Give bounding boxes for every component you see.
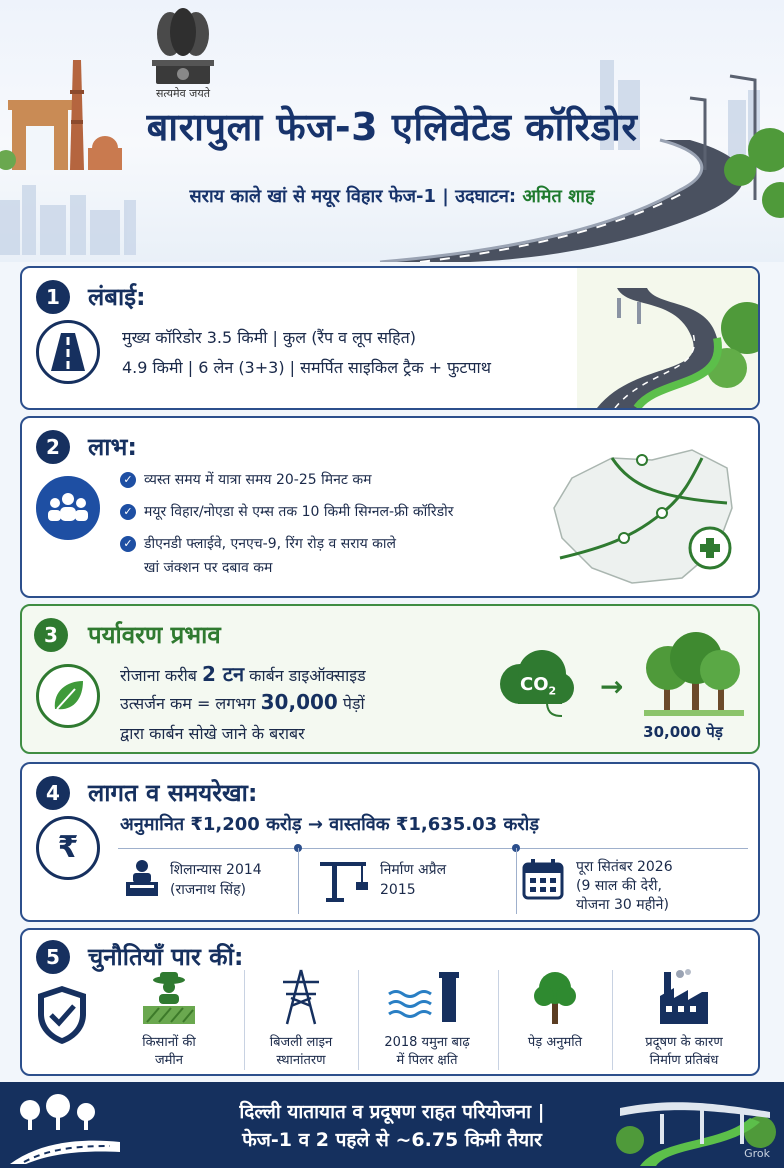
section-length — [20, 266, 760, 410]
leaf-icon — [36, 664, 100, 728]
road-icon — [36, 320, 100, 384]
factory-icon — [656, 968, 712, 1026]
section-title: चुनौतियाँ पार कीं: — [88, 943, 244, 971]
header-banner — [0, 0, 784, 262]
timeline-line — [118, 848, 748, 849]
shield-check-icon — [34, 982, 90, 1048]
section-benefits — [20, 416, 760, 598]
tree-icon — [530, 968, 580, 1026]
timeline-divider — [516, 848, 517, 914]
environment-line-3: द्वारा कार्बन सोखे जाने के बराबर — [120, 724, 305, 743]
timeline-construction: निर्माण अप्रैल 2015 — [380, 862, 447, 898]
page-title: बारापुला फेज-3 एलिवेटेड कॉरिडोर — [146, 105, 638, 149]
footer-banner — [0, 1082, 784, 1168]
subtitle-main: सराय काले खां से मयूर विहार फेज-1 | उदघाटन: — [189, 186, 523, 207]
timeline-completion: पूरा सितंबर 2026 (9 साल की देरी, योजना 30 महीने) — [576, 859, 673, 913]
calendar-icon — [520, 856, 566, 902]
farmer-icon — [141, 968, 197, 1026]
challenge-divider — [498, 970, 499, 1070]
trees-label: 30,000 पेड़ — [643, 723, 723, 741]
arrow-right-icon: → — [600, 670, 624, 703]
section-title: लंबाई: — [88, 283, 146, 311]
section-number: 2 — [36, 430, 70, 464]
section-environment — [20, 604, 760, 754]
environment-line-1: रोजाना करीब 2 टन कार्बन डाइऑक्साइड — [120, 662, 366, 686]
co2-label: $CO_2$ — [520, 674, 557, 698]
challenge-label: पेड़ अनुमति — [527, 1035, 583, 1050]
section-cost-timeline — [20, 762, 760, 922]
delhi-map-icon — [542, 438, 752, 588]
benefit-item — [120, 534, 396, 553]
benefit-text: व्यस्त समय में यात्रा समय 20-25 मिनट कम — [144, 472, 372, 488]
page-subtitle — [0, 184, 784, 208]
people-icon — [36, 476, 100, 540]
section-title: लागत व समयरेखा: — [88, 779, 258, 807]
section-title: लाभ: — [88, 433, 137, 461]
benefit-item — [120, 470, 372, 489]
section-number: 5 — [36, 940, 70, 974]
subtitle-inaugurator: अमित शाह — [522, 186, 595, 207]
challenge-label: 2018 यमुना बाढ़ में पिलर क्षति — [384, 1035, 470, 1068]
trees-icon — [634, 624, 744, 720]
timeline-divider — [298, 848, 299, 914]
power-tower-icon — [277, 968, 325, 1026]
flyover-road-illustration — [577, 268, 760, 408]
check-icon: ✓ — [120, 504, 136, 520]
length-line-2: 4.9 किमी | 6 लेन (3+3) | समर्पित साइकिल ट्रैक + फुटपाथ — [122, 358, 491, 377]
footer-line-2: फेज-1 व 2 पहले से ~6.75 किमी तैयार — [242, 1129, 542, 1151]
ashoka-emblem-icon — [148, 4, 218, 88]
footer-line-1: दिल्ली यातायात व प्रदूषण राहत परियोजना | — [239, 1101, 545, 1123]
timeline-foundation: शिलान्यास 2014 (राजनाथ सिंह) — [170, 862, 262, 898]
rupee-icon: ₹ — [36, 816, 100, 880]
check-icon: ✓ — [120, 536, 136, 552]
speaker-podium-icon — [120, 856, 164, 900]
challenge-item — [362, 968, 492, 1076]
challenge-item — [614, 968, 754, 1076]
benefit-text: डीएनडी फ्लाईवे, एनएच-9, रिंग रोड़ व सराय काले — [144, 536, 397, 552]
section-title: पर्यावरण प्रभाव — [88, 621, 221, 649]
challenge-item — [500, 968, 610, 1076]
section-challenges — [20, 928, 760, 1076]
motto-text: सत्यमेव जयते — [155, 87, 210, 100]
challenge-label: प्रदूषण के कारण निर्माण प्रतिबंध — [645, 1035, 723, 1068]
benefit-text: मयूर विहार/नोएडा से एम्स तक 10 किमी सिग्नल-फ्री कॉरिडोर — [144, 504, 454, 520]
challenge-item — [104, 968, 234, 1076]
cost-line: अनुमानित ₹1,200 करोड़ → वास्तविक ₹1,635.03 करोड़ — [120, 814, 539, 835]
check-icon: ✓ — [120, 472, 136, 488]
challenge-label: बिजली लाइन स्थानांतरण — [269, 1035, 333, 1068]
benefit-item — [120, 502, 453, 521]
section-number: 1 — [36, 280, 70, 314]
challenge-item — [246, 968, 356, 1076]
challenge-label: किसानों की जमीन — [142, 1035, 196, 1068]
challenge-divider — [244, 970, 245, 1070]
challenge-divider — [612, 970, 613, 1070]
section-number: 3 — [34, 618, 68, 652]
section-number: 4 — [36, 776, 70, 810]
flood-pillar-icon — [387, 968, 467, 1026]
length-line-1: मुख्य कॉरिडोर 3.5 किमी | कुल (रैंप व लूप सहित) — [122, 328, 416, 347]
challenge-divider — [358, 970, 359, 1070]
watermark: Grok — [744, 1147, 770, 1160]
benefit-text-continued: खां जंक्शन पर दबाव कम — [144, 560, 273, 576]
environment-line-2: उत्सर्जन कम = लगभग 30,000 पेड़ों — [120, 690, 365, 714]
construction-crane-icon — [318, 856, 370, 904]
